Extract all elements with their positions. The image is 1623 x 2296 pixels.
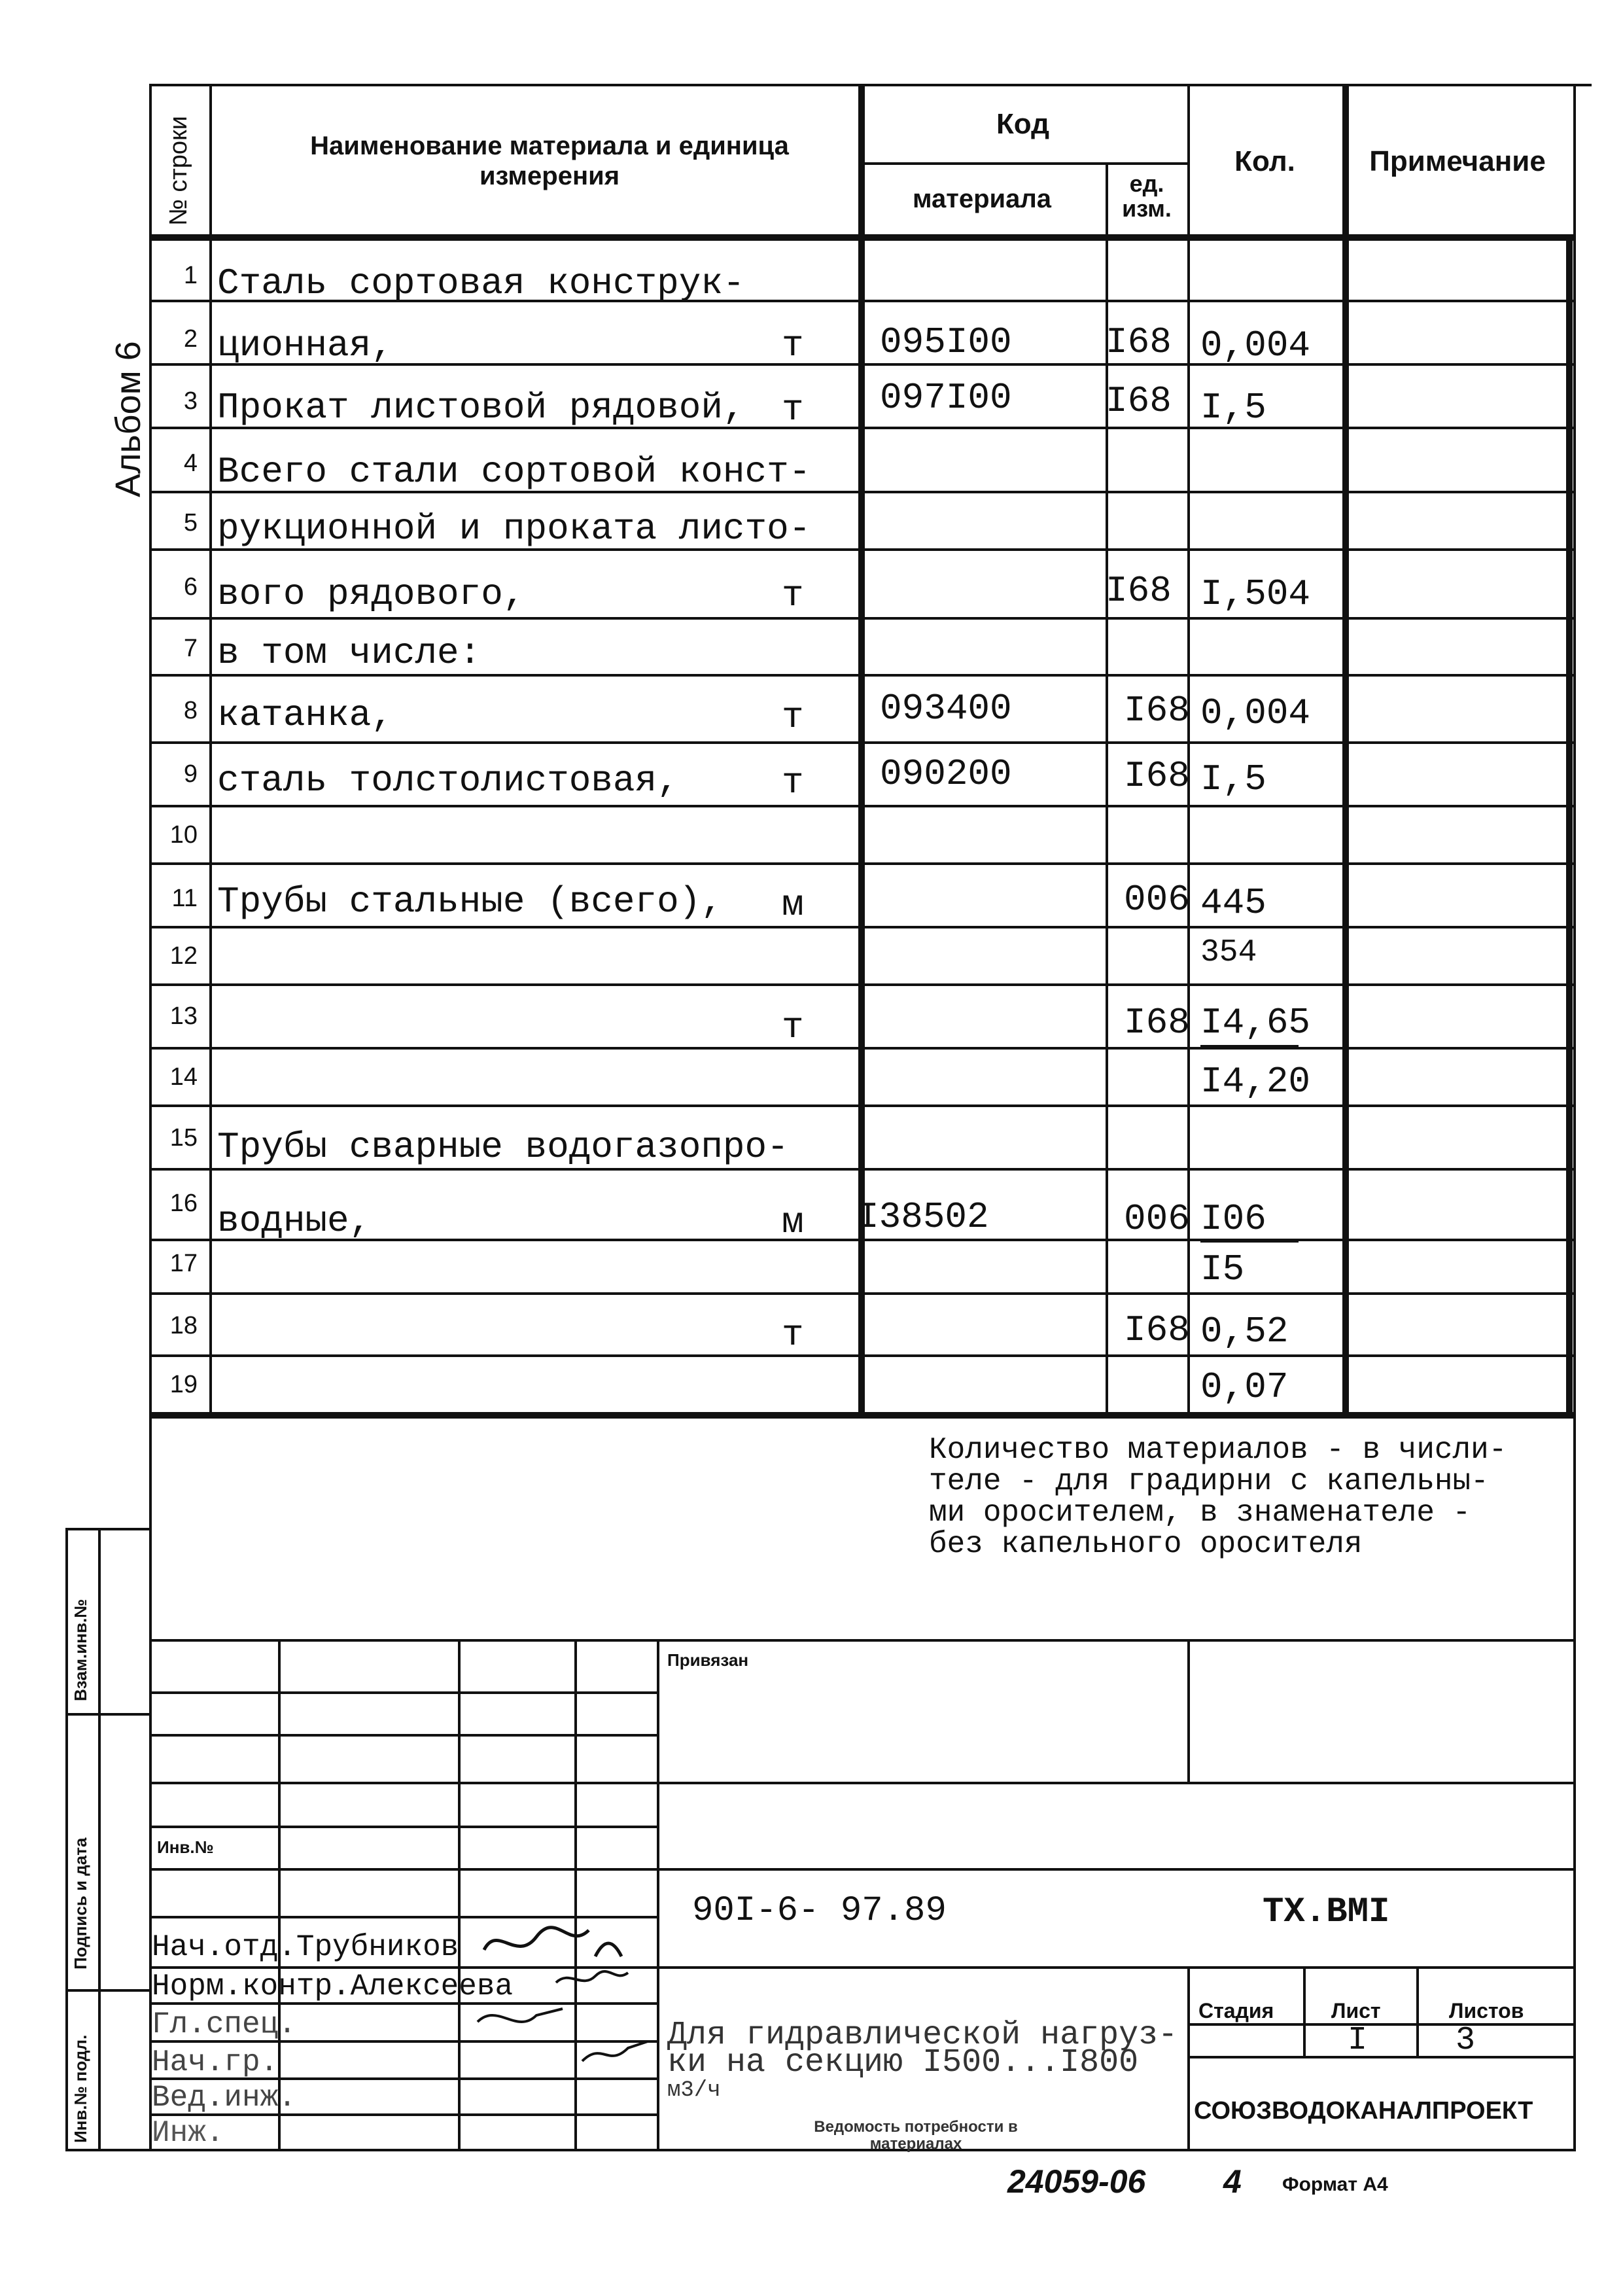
side-col-mid — [98, 1528, 101, 2149]
row-qty: I,5 — [1200, 387, 1266, 429]
row-name: катанка, — [217, 694, 393, 736]
tb-person: Нач.гр. — [152, 2045, 279, 2079]
tb-vline — [1303, 1966, 1306, 2056]
hdr-sub-line — [858, 162, 1187, 165]
side-top — [65, 1528, 149, 1530]
row-unit: т — [782, 1314, 804, 1356]
row-no: 14 — [169, 1063, 198, 1091]
tb-stage-label: Стадия — [1198, 1999, 1274, 2022]
tb-privyazan: Привязан — [667, 1650, 749, 1670]
tb-description — [667, 2017, 1178, 2104]
row-qty: I,5 — [1200, 758, 1266, 800]
tb-line — [149, 1868, 1575, 1871]
hdr-bottom-line — [149, 234, 1575, 241]
tb-sheet-label: Лист — [1331, 1999, 1381, 2022]
tb-vline — [278, 1639, 281, 2149]
row-no: 5 — [183, 509, 198, 537]
tb-vline — [1416, 1966, 1419, 2056]
tb-person: Нач.отд.Трубников — [152, 1930, 459, 1964]
tb-person: Норм.контр.Алексеева — [152, 1969, 514, 2004]
row-qty: 0,07 — [1200, 1366, 1289, 1408]
tb-doc-title — [720, 2119, 1112, 2153]
tb-org: СОЮЗВОДОКАНАЛПРОЕКТ — [1194, 2097, 1533, 2125]
col-line-5 — [1342, 84, 1349, 1419]
row-no: 3 — [183, 387, 198, 415]
row-name: Сталь сортовая конструк- — [217, 262, 745, 304]
row-ucode: I68 — [1106, 321, 1172, 363]
row-no: 7 — [183, 635, 198, 662]
hdr-unit-code: ед. изм. — [1122, 170, 1172, 222]
row-unit: т — [782, 1006, 804, 1048]
row-no: 9 — [183, 760, 198, 788]
tb-doc-title-line: Ведомость потребности в — [814, 2118, 1018, 2136]
row-code: 097I00 — [880, 377, 1012, 419]
hdr-qty: Кол. — [1234, 145, 1295, 177]
hdr-code: Код — [996, 108, 1050, 140]
row-no: 10 — [169, 821, 198, 849]
row-line — [149, 1354, 1575, 1357]
row-name: вого рядового, — [217, 573, 525, 615]
footnote-line: без капельного оросителя — [929, 1527, 1363, 1561]
tb-vline — [1187, 1639, 1190, 1782]
tb-person: Инж. — [152, 2116, 224, 2150]
row-line — [149, 674, 1575, 677]
frame-top — [149, 84, 1592, 86]
row-line — [149, 805, 1575, 807]
tb-doc-code: ТХ.ВМI — [1263, 1892, 1390, 1932]
row-unit: т — [782, 574, 804, 616]
tb-inv-no: Инв.№ — [157, 1837, 214, 1857]
row-ucode: 006 — [1124, 879, 1190, 921]
row-unit: м — [782, 884, 804, 926]
row-line — [149, 862, 1575, 865]
tb-desc-line: ки на секцию I500...I800 — [667, 2044, 1139, 2081]
row-qty: I,504 — [1200, 573, 1311, 615]
row-ucode: I68 — [1124, 755, 1190, 797]
side-line — [65, 1989, 149, 1992]
tb-sheets-label: Листов — [1449, 1999, 1524, 2022]
row-code: 095I00 — [880, 321, 1012, 363]
signature-path — [582, 2041, 648, 2061]
row-qty: 0,52 — [1200, 1311, 1289, 1352]
tb-line — [149, 1734, 659, 1737]
tb-doc-title-line: материалах — [869, 2135, 962, 2153]
signature-path — [556, 1971, 628, 1983]
row-line — [149, 1292, 1575, 1295]
row-line — [149, 926, 1575, 928]
row-line — [149, 617, 1575, 620]
row-unit: т — [782, 762, 804, 804]
bottom-no: 24059-06 — [1007, 2163, 1146, 2200]
hdr-row-no: № строки — [165, 116, 192, 226]
row-ucode: 006 — [1124, 1198, 1190, 1240]
tb-person: Вед.инж. — [152, 2081, 296, 2115]
table-bottom — [149, 1412, 1575, 1419]
format-label: Формат А4 — [1282, 2174, 1388, 2195]
row-name: рукционной и проката листо- — [217, 508, 811, 550]
hdr-name: Наименование материала и единица измерения — [310, 132, 789, 190]
tb-sheet: I — [1348, 2022, 1368, 2059]
tb-desc-line: Для гидравлической нагруз- — [667, 2017, 1178, 2054]
row-ucode: I68 — [1124, 690, 1190, 732]
row-no: 18 — [169, 1312, 198, 1339]
hdr-note: Примечание — [1369, 145, 1546, 177]
row-no: 17 — [169, 1250, 198, 1277]
tb-line — [149, 1691, 659, 1694]
row-ucode: I68 — [1124, 1309, 1190, 1351]
side-stamp-3: Инв.№ подл. — [71, 2034, 90, 2143]
row-ucode: I68 — [1106, 380, 1172, 422]
row-no: 2 — [183, 325, 198, 353]
row-name: Трубы сварные водогазопро- — [217, 1126, 789, 1168]
row-name: ционная, — [217, 325, 393, 366]
row-code: I38502 — [857, 1196, 989, 1238]
row-name: Трубы стальные (всего), — [217, 881, 723, 923]
footnote — [929, 1434, 1507, 1560]
tb-line — [149, 1966, 1575, 1969]
footnote-line: Количество материалов - в числи- — [929, 1433, 1507, 1467]
row-no: 8 — [183, 697, 198, 724]
row-code: 090200 — [880, 753, 1012, 795]
hdr-material: материала — [912, 185, 1052, 213]
tb-vline — [1187, 1966, 1190, 2149]
row-line — [149, 1047, 1575, 1050]
row-line — [149, 1104, 1575, 1107]
footnote-line: ми оросителем, в знаменателе - — [929, 1496, 1471, 1530]
row-unit: м — [782, 1201, 804, 1243]
row-no: 15 — [169, 1124, 198, 1152]
row-code: 093400 — [880, 688, 1012, 730]
row-no: 13 — [169, 1002, 198, 1030]
row-qty: 0,004 — [1200, 692, 1311, 734]
frame-right — [1573, 84, 1576, 2151]
row-name: Прокат листовой рядовой, — [217, 387, 745, 429]
row-no: 6 — [183, 573, 198, 601]
row-qty: I4,20 — [1200, 1061, 1311, 1103]
row-name: Всего стали сортовой конст- — [217, 451, 811, 493]
row-unit: т — [782, 696, 804, 738]
row-name: в том числе: — [217, 632, 481, 674]
row-line — [149, 983, 1575, 986]
row-ucode: I68 — [1124, 1002, 1190, 1044]
row-qty: 354 — [1200, 935, 1257, 970]
side-line — [65, 1713, 149, 1716]
side-stamp-2: Подпись и дата — [71, 1837, 90, 1969]
row-qty: I06 — [1200, 1201, 1299, 1243]
row-no: 19 — [169, 1371, 198, 1398]
row-qty: 445 — [1200, 882, 1266, 924]
bottom-page: 4 — [1223, 2163, 1242, 2200]
tb-desc-line: м3/ч — [667, 2078, 721, 2103]
side-stamp-1: Взам.инв.№ — [71, 1598, 90, 1701]
row-line — [149, 1168, 1575, 1171]
tb-line — [149, 1826, 659, 1828]
row-ucode: I68 — [1106, 570, 1172, 612]
footnote-line: теле - для градирни с капельны- — [929, 1464, 1489, 1498]
tb-sheets: 3 — [1456, 2022, 1476, 2059]
row-qty: 0,004 — [1200, 325, 1311, 366]
signature-path — [478, 2009, 563, 2022]
tb-line — [1187, 2023, 1573, 2026]
row-line — [149, 741, 1575, 744]
tb-person: Гл.спец. — [152, 2007, 296, 2041]
tb-line — [149, 1782, 1575, 1784]
signature-path — [484, 1928, 621, 1956]
row-name: водные, — [217, 1200, 372, 1242]
album-label: Альбом 6 — [109, 341, 148, 497]
row-no: 12 — [169, 942, 198, 970]
row-qty: I4,65 — [1200, 1004, 1299, 1048]
row-unit: т — [782, 325, 804, 366]
row-no: 11 — [171, 885, 198, 912]
col-line-1 — [209, 84, 212, 1419]
tb-line — [1187, 2056, 1573, 2058]
row-qty: I5 — [1200, 1248, 1245, 1290]
row-no: 1 — [183, 262, 198, 289]
tb-top — [149, 1639, 1575, 1642]
row-unit: т — [782, 389, 804, 431]
side-col-left — [65, 1528, 68, 2149]
row-no: 16 — [169, 1190, 198, 1217]
row-name: сталь толстолистовая, — [217, 760, 679, 802]
row-no: 4 — [183, 450, 198, 477]
tb-doc-no: 90I-6- 97.89 — [692, 1891, 947, 1931]
